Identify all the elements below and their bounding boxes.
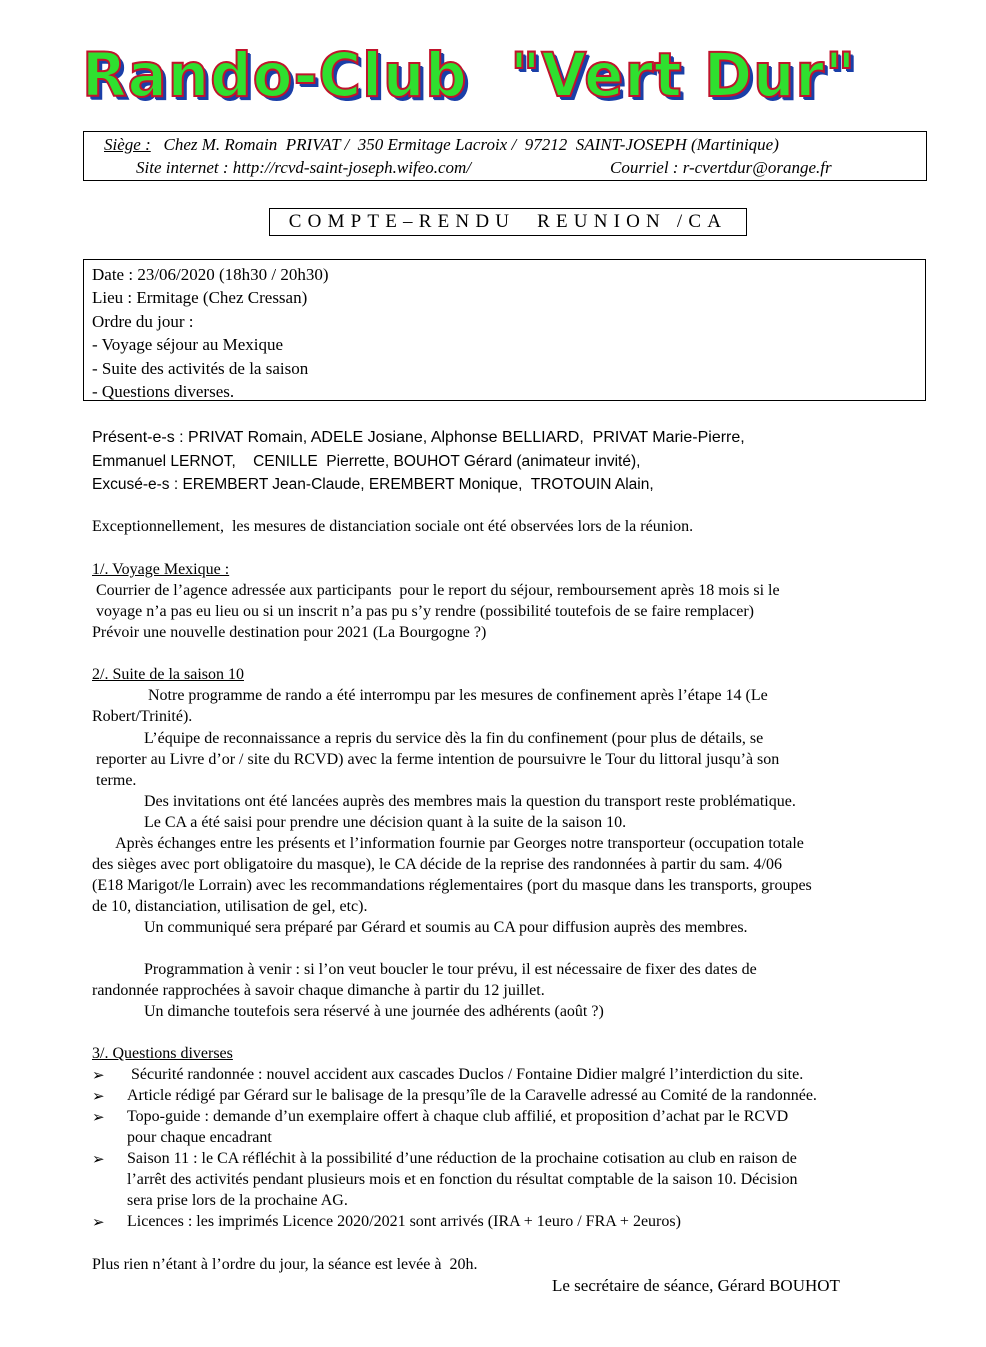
section-2-line: de 10, distanciation, utilisation de gel, etc).	[92, 898, 368, 915]
section-2-line: Le CA a été saisi pour prendre une décision quant à la suite de la saison 10.	[92, 814, 627, 831]
section-2-line: des sièges avec port obligatoire du masque), le CA décide de la reprise des randonnées à partir du sam. 4/06	[92, 856, 782, 873]
section-1-line: voyage n’a pas eu lieu ou si un inscrit n’a pas pu s’y rendre (possibilité toutefois de se faire remplacer)	[92, 603, 755, 620]
section-3-heading: 3/. Questions diverses	[92, 1045, 233, 1062]
section-2-line: (E18 Marigot/le Lorrain) avec les recommandations réglementaires (port du masque dans les transports, groupes	[92, 877, 812, 894]
agenda-item: - Questions diverses.	[92, 382, 235, 402]
courriel: Courriel : r-cvertdur@orange.fr	[610, 158, 832, 177]
section-2-heading: 2/. Suite de la saison 10	[92, 666, 244, 683]
arrow-bullet-icon: ➢	[92, 1150, 105, 1168]
section-2-line: Un communiqué sera préparé par Gérard et soumis au CA pour diffusion auprès des membres.	[92, 919, 748, 936]
document-title: COMPTE–RENDU REUNION /CA	[269, 208, 747, 236]
intro-paragraph: Exceptionnellement, les mesures de distanciation sociale ont été observées lors de la réunion.	[92, 518, 694, 535]
bullet-item-continuation: l’arrêt des activités pendant plusieurs mois et en fonction du résultat comptable de la saison 10. Décision	[127, 1171, 798, 1188]
section-1-heading: 1/. Voyage Mexique :	[92, 561, 230, 578]
arrow-bullet-icon: ➢	[92, 1108, 105, 1126]
bullet-item: Sécurité randonnée : nouvel accident aux cascades Duclos / Fontaine Didier malgré l’interdiction du site.	[127, 1066, 804, 1083]
bullet-item: Licences : les imprimés Licence 2020/2021 sont arrivés (IRA + 1euro / FRA + 2euros)	[127, 1213, 681, 1230]
signature: Le secrétaire de séance, Gérard BOUHOT	[552, 1276, 840, 1295]
arrow-bullet-icon: ➢	[92, 1213, 105, 1231]
bullet-item: Article rédigé par Gérard sur le balisage de la presqu’île de la Caravelle adressé au Comité de la randonnée.	[127, 1087, 817, 1104]
meeting-date: Date : 23/06/2020 (18h30 / 20h30)	[92, 265, 329, 284]
section-1-line: Prévoir une nouvelle destination pour 2021 (La Bourgogne ?)	[92, 624, 487, 641]
section-2-line: L’équipe de reconnaissance a repris du service dès la fin du confinement (pour plus de détails, se	[92, 730, 764, 747]
section-1-line: Courrier de l’agence adressée aux participants pour le report du séjour, remboursement après 18 mois si le	[92, 582, 780, 599]
meeting-location: Lieu : Ermitage (Chez Cressan)	[92, 288, 308, 308]
section-2-line: terme.	[92, 772, 137, 789]
agenda-label: Ordre du jour :	[92, 311, 194, 331]
section-2-line: randonnée rapprochées à savoir chaque dimanche à partir du 12 juillet.	[92, 982, 545, 999]
header-info-box	[83, 131, 927, 181]
attendance-present-1: Présent-e-s : PRIVAT Romain, ADELE Josiane, Alphonse BELLIARD, PRIVAT Marie-Pierre,	[92, 429, 745, 446]
siege-address: Chez M. Romain PRIVAT / 350 Ermitage Lacroix / 97212 SAINT-JOSEPH (Martinique)	[150, 135, 779, 154]
arrow-bullet-icon: ➢	[92, 1087, 105, 1105]
attendance-excuses: Excusé-e-s : EREMBERT Jean-Claude, EREMBERT Monique, TROTOUIN Alain,	[92, 476, 654, 493]
section-2-line: reporter au Livre d’or / site du RCVD) avec la ferme intention de poursuivre le Tour du littoral jusqu’à son	[92, 751, 780, 768]
closing-line: Plus rien n’étant à l’ordre du jour, la séance est levée à 20h.	[92, 1256, 478, 1273]
attendance-present-2: Emmanuel LERNOT, CENILLE Pierrette, BOUHOT Gérard (animateur invité),	[92, 453, 641, 470]
section-2-line: Programmation à venir : si l’on veut boucler le tour prévu, il est nécessaire de fixer des dates de	[92, 961, 757, 978]
site-internet: Site internet : http://rcvd-saint-joseph.wifeo.com/	[136, 158, 472, 177]
siege-label: Siège :	[104, 135, 151, 154]
agenda-item: - Voyage séjour au Mexique	[92, 335, 284, 355]
bullet-item: Saison 11 : le CA réfléchit à la possibilité d’une réduction de la prochaine cotisation au club en raison de	[127, 1150, 797, 1167]
arrow-bullet-icon: ➢	[92, 1066, 105, 1084]
agenda-box	[83, 259, 926, 401]
bullet-item-continuation: pour chaque encadrant	[127, 1129, 272, 1146]
section-2-line: Robert/Trinité).	[92, 708, 193, 725]
section-2-line: Notre programme de rando a été interrompu par les mesures de confinement après l’étape 14 (Le	[92, 687, 768, 704]
bullet-item: Topo-guide : demande d’un exemplaire offert à chaque club affilié, et proposition d’achat par le RCVD	[127, 1108, 789, 1125]
siege-line	[104, 133, 779, 157]
bullet-item-continuation: sera prise lors de la prochaine AG.	[127, 1192, 348, 1209]
section-2-line: Après échanges entre les présents et l’information fournie par Georges notre transporteur (occupation totale	[92, 835, 804, 852]
section-2-line: Un dimanche toutefois sera réservé à une journée des adhérents (août ?)	[92, 1003, 604, 1020]
agenda-item: - Suite des activités de la saison	[92, 358, 309, 378]
section-2-line: Des invitations ont été lancées auprès des membres mais la question du transport reste problématique.	[92, 793, 796, 810]
club-title-logo: Rando-Club "Vert Dur"	[82, 39, 857, 111]
